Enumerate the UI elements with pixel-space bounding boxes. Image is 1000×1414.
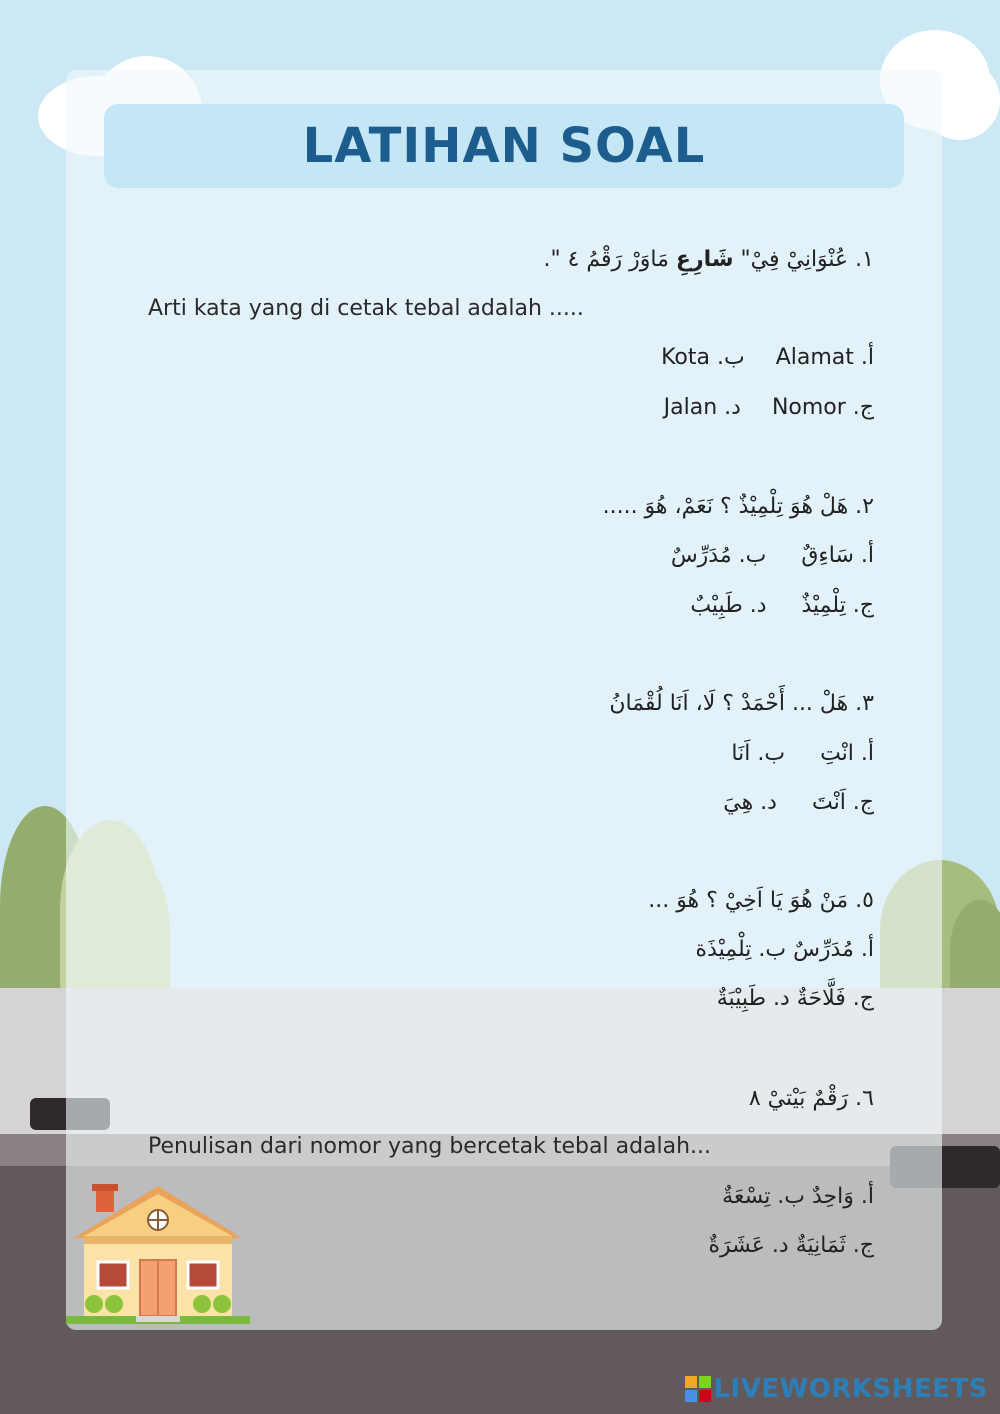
q2-options-row1 (671, 543, 874, 568)
q3-option-a[interactable]: أ. انْتِ (820, 741, 874, 766)
brand-logo[interactable] (685, 1374, 988, 1404)
q1-instruction: Arti kata yang di cetak tebal adalah ..... (148, 296, 584, 321)
q1-option-c[interactable]: ج. Nomor (771, 395, 874, 420)
q5-options-row2[interactable]: ج. فَلَّاحَةٌ د. طَبِيْبَةٌ (716, 986, 874, 1011)
q5-options-row1[interactable]: أ. مُدَرِّسٌ ب. تِلْمِيْذَة (695, 937, 874, 962)
q3-option-b[interactable]: ب. اَنَا (731, 741, 786, 766)
q3-option-d[interactable]: د. هِيَ (723, 790, 777, 815)
q3-option-c[interactable]: ج. اَنْتَ (811, 790, 874, 815)
q6-options-row1[interactable]: أ. وَاحِدٌ ب. تِسْعَةٌ (722, 1184, 874, 1209)
q2-option-d[interactable]: د. طَبِيْبٌ (690, 593, 767, 618)
q2-stem: ٢. هَلْ هُوَ تِلْمِيْذٌ ؟ نَعَمْ، هُوَ ..... (602, 494, 874, 519)
q3-options-row1 (731, 741, 874, 766)
q2-option-a[interactable]: أ. سَاءِقٌ (801, 543, 874, 568)
q6-instruction: Penulisan dari nomor yang bercetak tebal adalah... (148, 1134, 712, 1159)
q6-stem: ٦. رَقْمٌ بَيْتيْ ٨ (748, 1086, 874, 1111)
q1-option-a[interactable]: أ. Alamat (775, 345, 874, 370)
q2-options-row2 (690, 593, 874, 618)
q3-stem: ٣. هَلْ ... أَحْمَدْ ؟ لَا، اَنَا لُقْمَانُ (609, 691, 874, 716)
q6-options-row2[interactable]: ج. ثَمَانِيَةٌ د. عَشَرَةٌ (708, 1233, 874, 1258)
q1-stem-suffix: مَاوَرْ رَقْمُ ٤ ". (543, 247, 669, 272)
q1-option-b[interactable]: ب. Kota (661, 345, 745, 370)
q1-stem-bold: شَارِعِ (675, 247, 734, 272)
brand-icon (685, 1376, 711, 1402)
q5-stem: ٥. مَنْ هُوَ يَا اَخِيْ ؟ هُوَ ... (648, 888, 874, 913)
brand-name: LIVEWORKSHEETS (713, 1374, 988, 1404)
q3-options-row2 (723, 790, 874, 815)
q2-option-b[interactable]: ب. مُدَرِّسٌ (670, 543, 767, 568)
bush-right-2 (950, 900, 1000, 1000)
title-banner (104, 104, 904, 188)
q1-option-d[interactable]: د. Jalan (663, 395, 741, 420)
q1-stem (543, 247, 874, 272)
q2-option-c[interactable]: ج. تِلْمِيْذٌ (801, 593, 874, 618)
q1-stem-prefix: ١. عُنْوَانِيْ فِيْ" (740, 247, 874, 272)
q1-options-row1 (661, 345, 874, 370)
house-illustration (66, 1180, 250, 1330)
q1-options-row2 (664, 395, 874, 420)
page-title: LATIHAN SOAL (302, 118, 706, 174)
